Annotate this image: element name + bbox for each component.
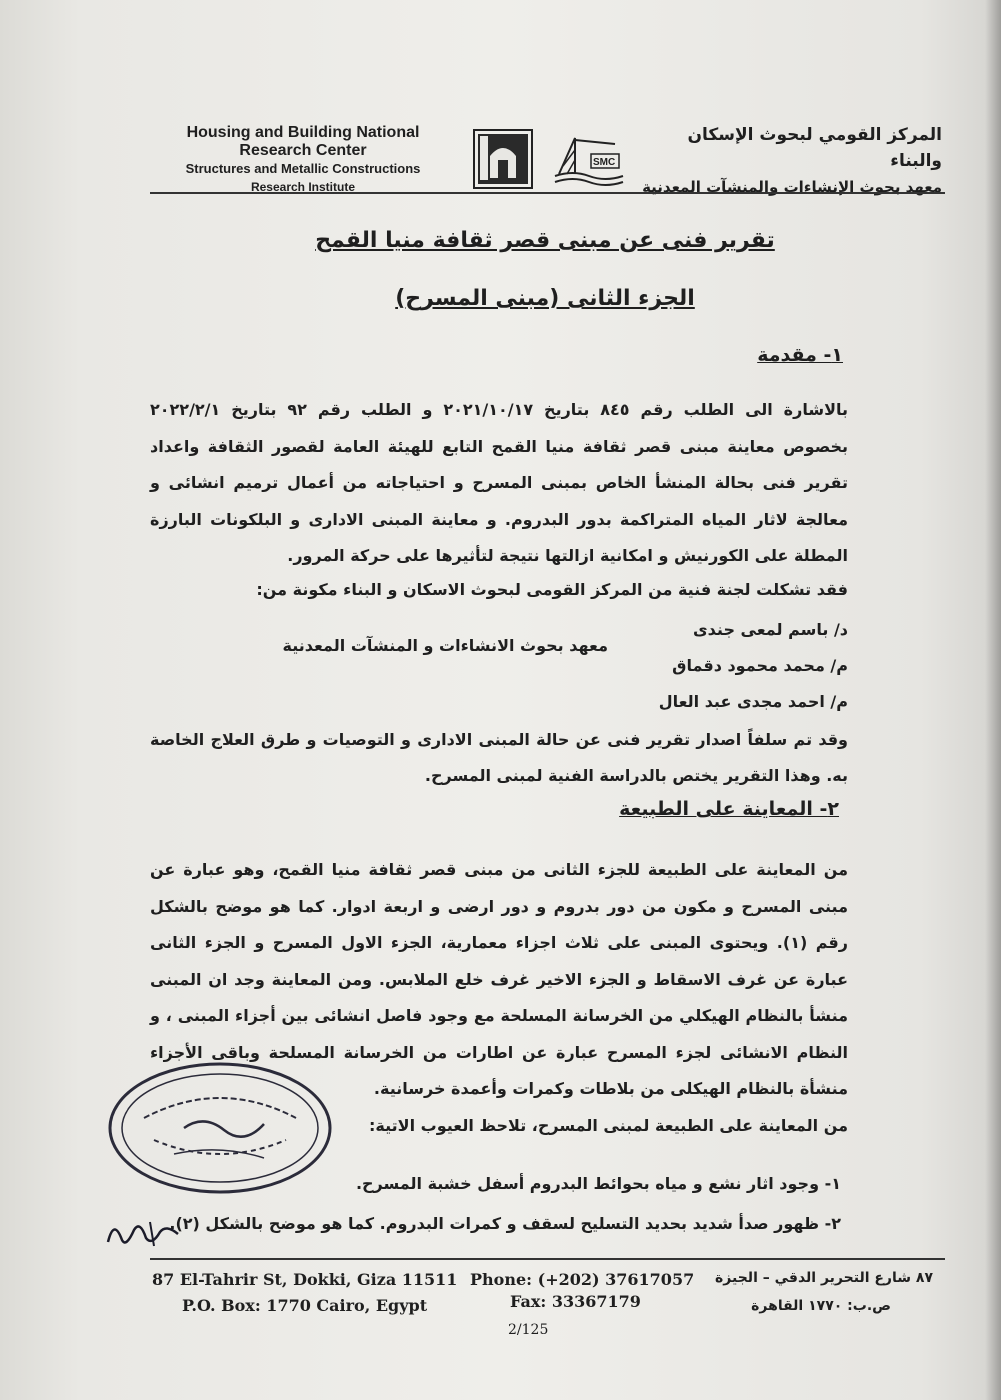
defects-intro: من المعاينة على الطبيعة لمبنى المسرح، تلاحظ العيوب الاتية: <box>369 1116 848 1135</box>
handwritten-signature-icon <box>104 1212 184 1252</box>
footer-fax: Fax: 33367179 <box>510 1292 641 1311</box>
header-ar-line1: المركز القومي لبحوث الإسكان والبناء <box>687 125 942 171</box>
intro-paragraph: بالاشارة الى الطلب رقم ٨٤٥ بتاريخ ٢٠٢١/١٠/١٧ و الطلب رقم ٩٢ بتاريخ ٢٠٢٢/٢/١ بخصوص معاينة مبنى قصر ثقافة منيا القمح التابع للهيئة العامة لقصور الثقافة واعداد تقرير فنى بحالة المنشأ الخاص بمبنى المسرح و احتياجاته من أعمال ترميم انشائى و معالجة لاثار المياه المتراكمة بدور البدروم. و معاينة المبنى الادارى و البلكونات البارزة المطلة على الكورنيش و امكانية ازالتها نتيجة لتأثيرها على حركة المرور. <box>150 400 849 565</box>
header-en-line3: Structures and Metallic Constructions <box>185 161 421 176</box>
header-divider <box>150 192 945 194</box>
header-en-line1: Housing and Building National <box>186 124 420 141</box>
defect-item-2: ٢- ظهور صدأ شديد بحديد التسليح لسقف و كمرات البدروم. كما هو موضح بالشكل (٢). <box>169 1214 841 1233</box>
committee-member-1: د/ باسم لمعى جندى <box>693 620 848 639</box>
section-heading-site-inspection: ٢- المعاينة على الطبيعة <box>619 798 839 820</box>
smc-logo-icon <box>553 130 625 188</box>
svg-text:SMC: SMC <box>593 157 616 168</box>
institute-name: معهد بحوث الانشاءات و المنشآت المعدنية <box>282 636 608 655</box>
document-subtitle: الجزء الثانى (مبنى المسرح) <box>395 286 695 311</box>
page-edge-shadow <box>985 0 1001 1400</box>
hbrc-logo-icon <box>470 126 536 192</box>
header-arabic <box>640 122 942 200</box>
official-seal-stamp-icon <box>104 1058 336 1198</box>
inspection-paragraph: من المعاينة على الطبيعة للجزء الثانى من مبنى قصر ثقافة منيا القمح، وهو عبارة عن مبنى المسرح و مكون من دور بدروم و دور ارضى و اربعة ادوار. كما هو موضح بالشكل رقم (١). ويحتوى المبنى على ثلاث اجزاء معمارية، الجزء الاول المسرح و الجزء الثانى عبارة عن غرف الاسقاط و الجزء الاخير غرف خلع الملابس. ومن المعاينة وجد ان المبنى منشأ بالنظام الهيكلي من الخرسانة المسلحة مع وجود فاصل انشائى بين أجزاء المبنى ، و النظام الانشائى لجزء المسرح عبارة عن اطارات من الخرسانة المسلحة وباقى الأجزاء منشأة بالنظام الهيكلى من بلاطات وكمرات وأعمدة خرسانية. <box>150 860 848 1098</box>
header-ar-line2: معهد بحوث الإنشاءات والمنشآت المعدنية <box>642 178 942 196</box>
defect-item-1: ١- وجود اثار نشع و مياه بحوائط البدروم أسفل خشبة المسرح. <box>355 1174 841 1193</box>
committee-member-2: م/ محمد محمود دقماق <box>672 656 848 675</box>
prior-report-paragraph: وقد تم سلفاً اصدار تقرير فنى عن حالة المبنى الادارى و التوصيات و طرق العلاج الخاصة به. وهذا التقرير يختص بالدراسة الفنية لمبنى المسرح. <box>150 730 848 785</box>
section-heading-introduction: ١- مقدمة <box>757 344 843 366</box>
footer-pobox-ar: ص.ب: ١٧٧٠ القاهرة <box>751 1298 891 1314</box>
footer-phone: Phone: (+202) 37617057 <box>470 1270 695 1289</box>
header-english <box>168 124 438 196</box>
footer-pobox-en: P.O. Box: 1770 Cairo, Egypt <box>182 1296 428 1315</box>
footer-address-en: 87 El-Tahrir St, Dokki, Giza 11511 <box>152 1270 458 1289</box>
header-en-line4: Research Institute <box>250 180 356 194</box>
footer-divider <box>150 1258 945 1260</box>
document-title: تقرير فنى عن مبنى قصر ثقافة منيا القمح <box>315 228 775 253</box>
page-number: 2/125 <box>508 1322 549 1338</box>
footer-address-ar: ٨٧ شارع التحرير الدقي – الجيزة <box>715 1270 933 1286</box>
header-en-line2: Research Center <box>239 142 367 159</box>
committee-member-3: م/ احمد مجدى عبد العال <box>658 692 848 711</box>
committee-intro: فقد تشكلت لجنة فنية من المركز القومى لبحوث الاسكان و البناء مكونة من: <box>256 580 848 599</box>
